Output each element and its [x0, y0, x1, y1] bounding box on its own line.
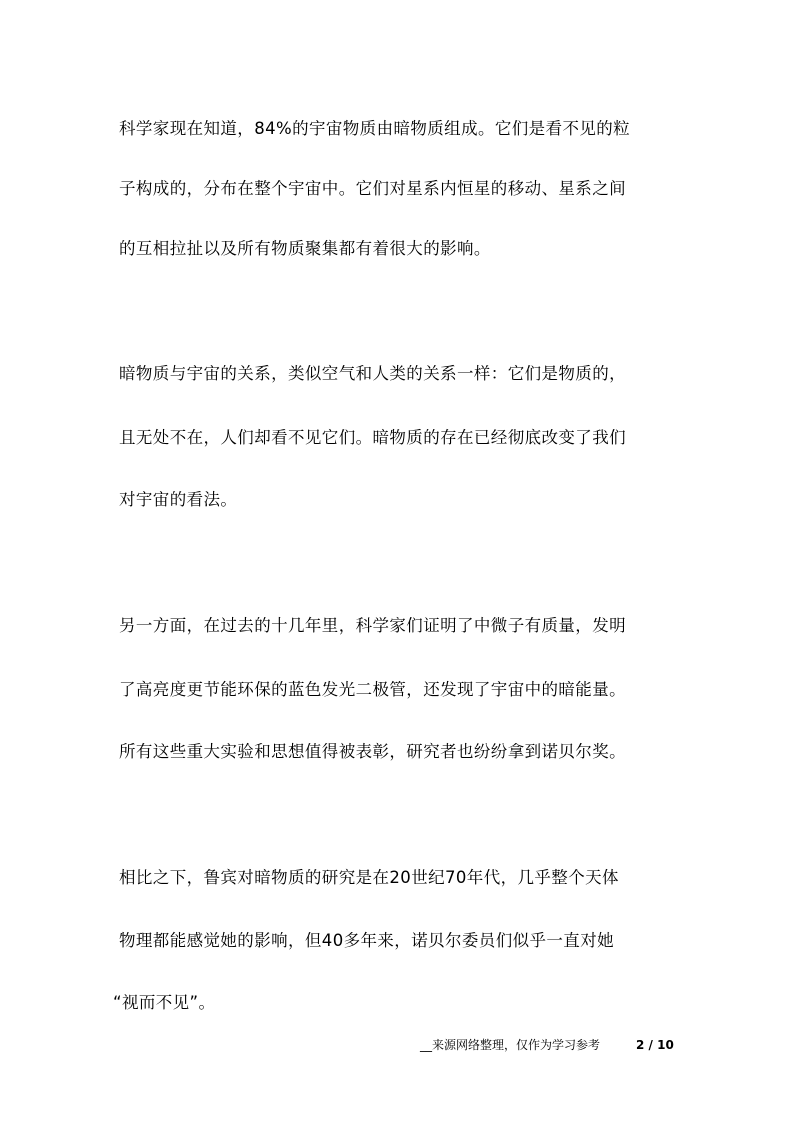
paragraph-4-line-2: 物理都能感觉她的影响，但40多年来，诺贝尔委员们似乎一直对她 [119, 931, 614, 950]
paragraph-1-line-2: 子构成的，分布在整个宇宙中。它们对星系内恒星的移动、星系之间 [119, 179, 626, 198]
paragraph-2-line-2: 且无处不在，人们却看不见它们。暗物质的存在已经彻底改变了我们 [119, 428, 626, 447]
paragraph-3-line-3: 所有这些重大实验和思想值得被表彰，研究者也纷纷拿到诺贝尔奖。 [119, 742, 626, 761]
paragraph-1-line-3: 的互相拉扯以及所有物质聚集都有着很大的影响。 [119, 239, 491, 258]
page-number: 2 / 10 [636, 1038, 674, 1052]
paragraph-1-line-1: 科学家现在知道，84%的宇宙物质由暗物质组成。它们是看不见的粒 [119, 119, 631, 138]
page-footer [420, 1036, 680, 1054]
paragraph-3-line-1: 另一方面，在过去的十几年里，科学家们证明了中微子有质量，发明 [119, 616, 626, 635]
paragraph-2-line-3: 对宇宙的看法。 [119, 490, 238, 509]
paragraph-4-line-1: 相比之下，鲁宾对暗物质的研究是在20世纪70年代，几乎整个天体 [119, 868, 619, 887]
paragraph-3-line-2: 了高亮度更节能环保的蓝色发光二极管，还发现了宇宙中的暗能量。 [119, 680, 626, 699]
paragraph-2-line-1: 暗物质与宇宙的关系，类似空气和人类的关系一样：它们是物质的， [119, 364, 626, 383]
footer-source-note: __来源网络整理，仅作为学习参考 [420, 1038, 601, 1052]
paragraph-4-line-3: “视而不见”。 [113, 993, 216, 1012]
